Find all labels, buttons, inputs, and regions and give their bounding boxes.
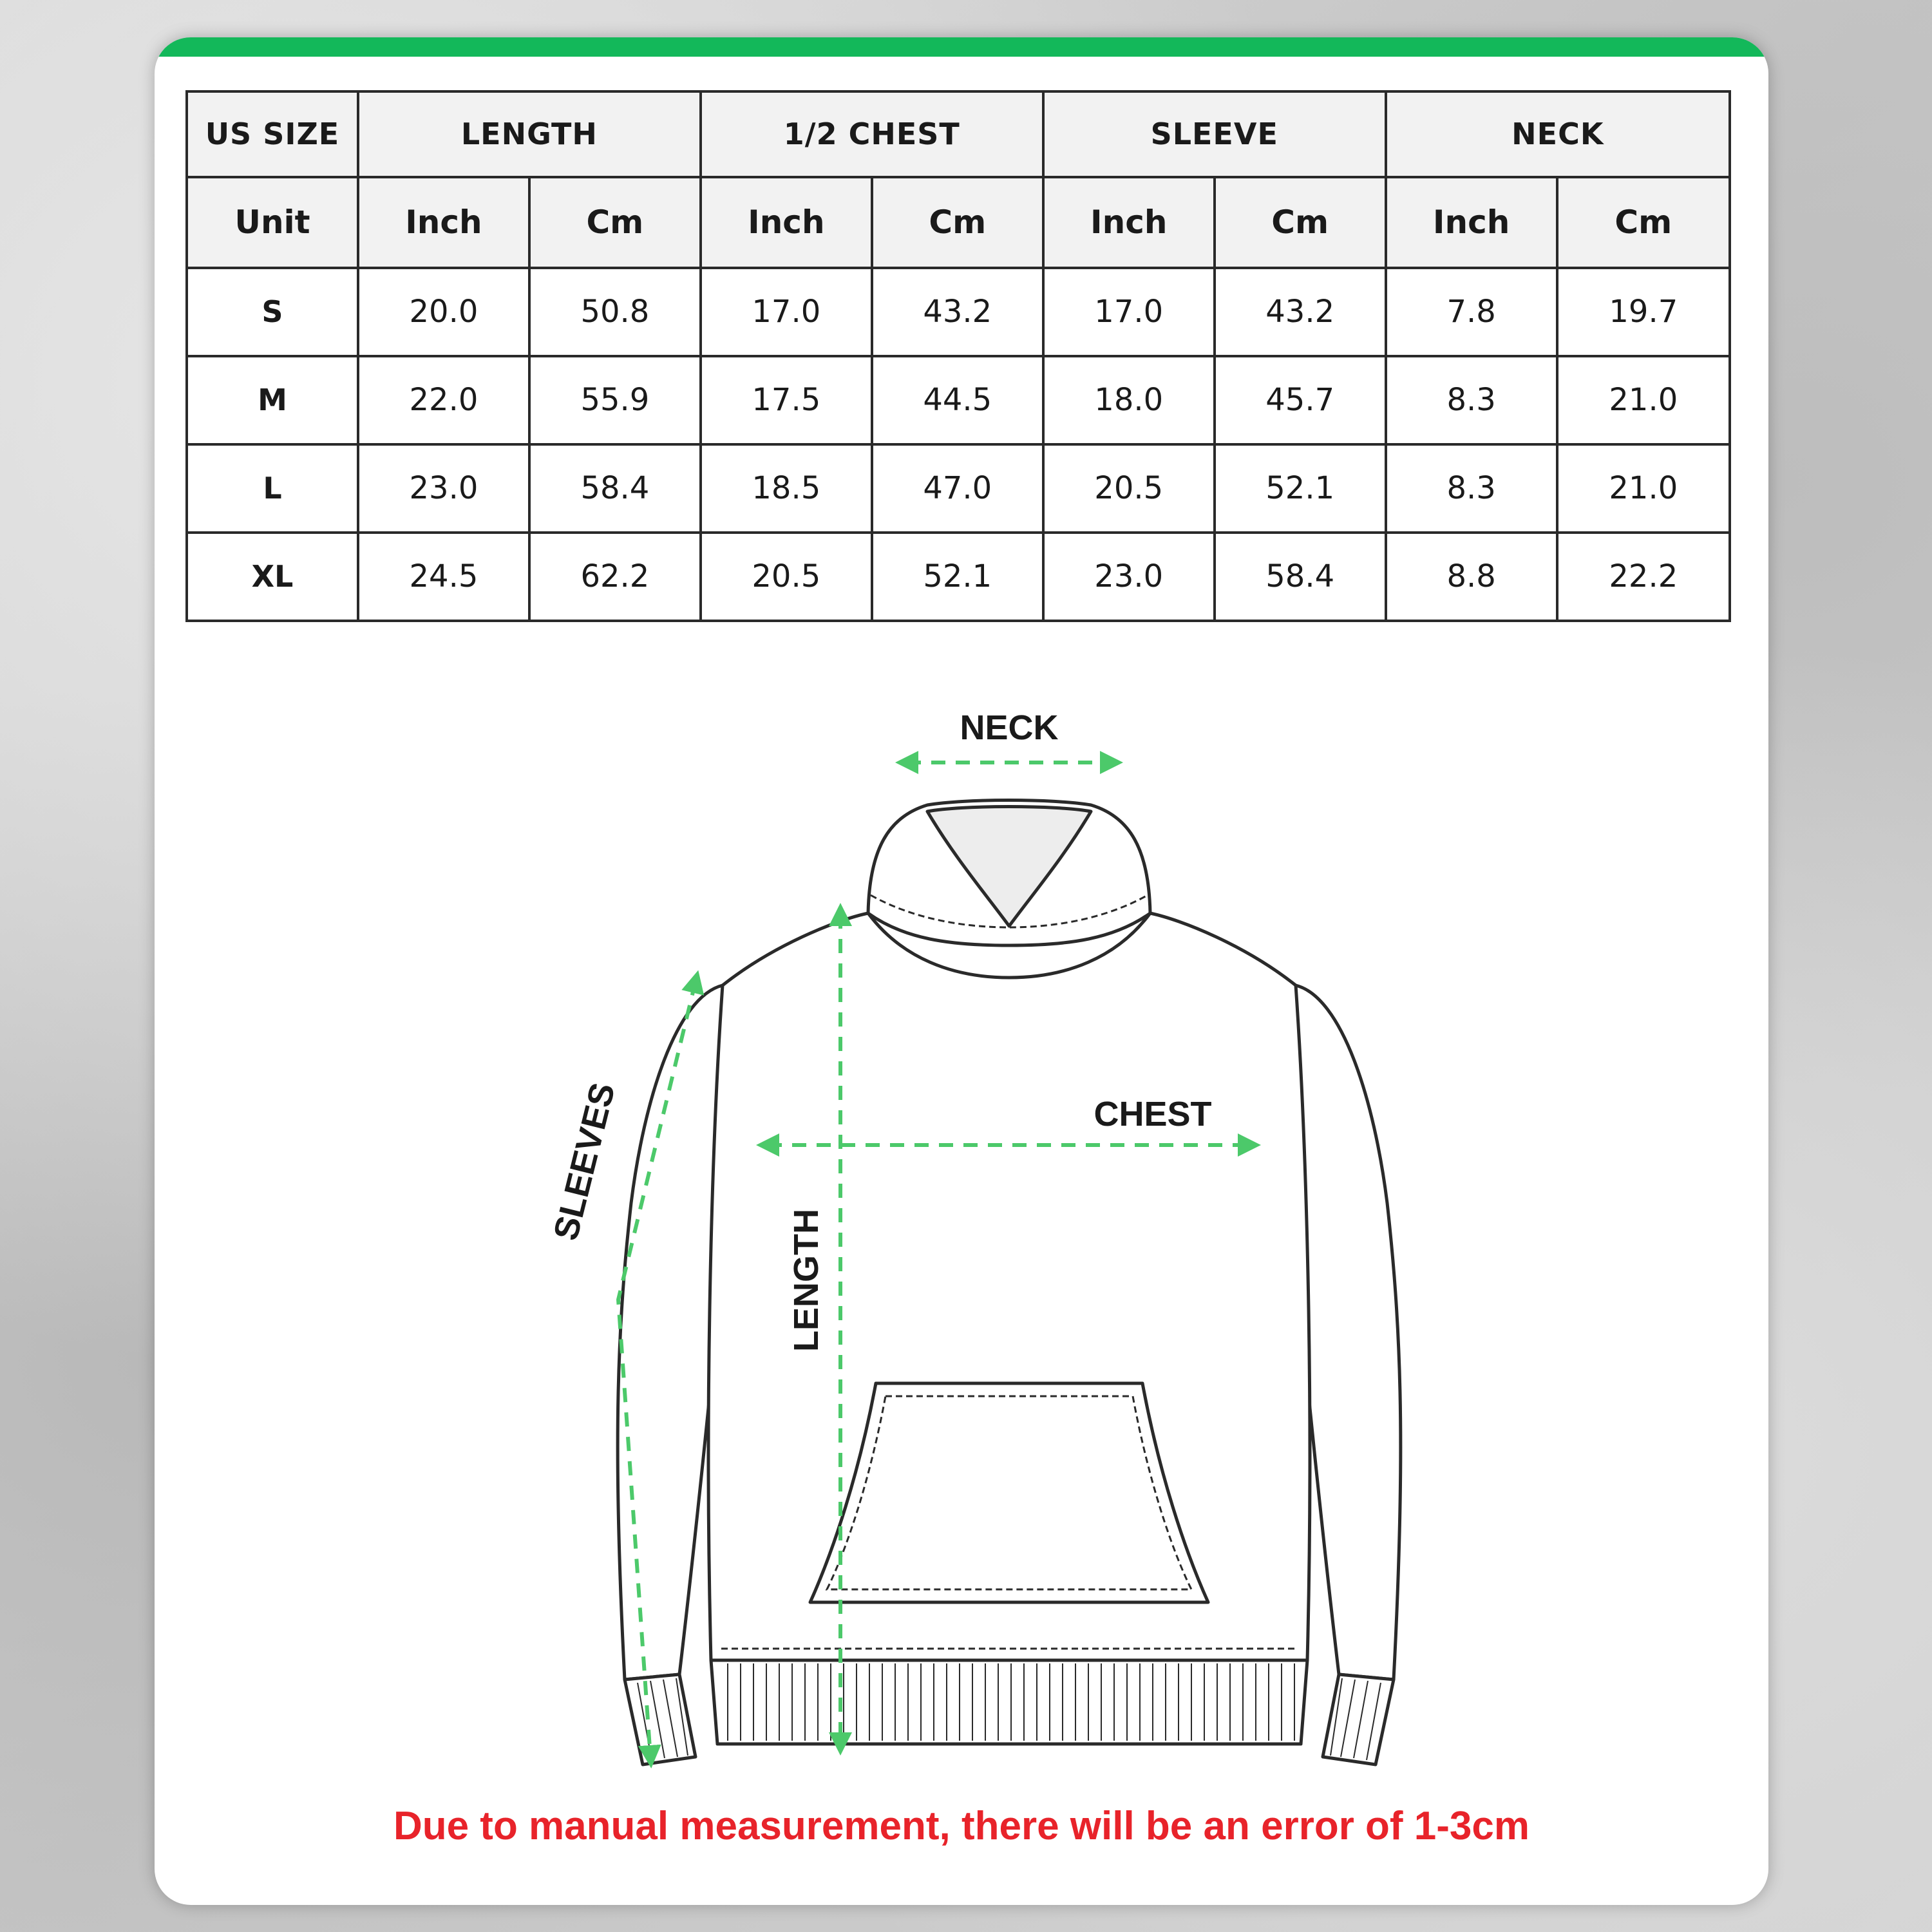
value-cell: 20.5	[701, 533, 872, 621]
value-cell: 43.2	[872, 268, 1043, 356]
hoodie-measurement-diagram	[155, 636, 1768, 1783]
table-row	[187, 356, 1730, 444]
value-cell: 8.8	[1386, 533, 1557, 621]
value-cell: 8.3	[1386, 444, 1557, 533]
header-sleeve: SLEEVE	[1043, 91, 1386, 177]
header-us-size: US SIZE	[187, 91, 358, 177]
value-cell: 20.5	[1043, 444, 1215, 533]
value-cell: 47.0	[872, 444, 1043, 533]
neck-label: NECK	[960, 708, 1059, 747]
chest-label: CHEST	[1094, 1095, 1212, 1133]
header-row	[187, 91, 1730, 177]
value-cell: 17.0	[1043, 268, 1215, 356]
unit-cell: Cm	[1557, 177, 1730, 268]
value-cell: 19.7	[1557, 268, 1730, 356]
size-cell: L	[187, 444, 358, 533]
value-cell: 52.1	[1215, 444, 1386, 533]
kangaroo-pocket	[810, 1383, 1208, 1602]
value-cell: 23.0	[1043, 533, 1215, 621]
measurement-disclaimer: Due to manual measurement, there will be an error of 1-3cm	[393, 1804, 1530, 1848]
accent-bar	[155, 37, 1768, 57]
header-neck: NECK	[1386, 91, 1730, 177]
value-cell: 17.5	[701, 356, 872, 444]
right-cuff	[1323, 1674, 1394, 1765]
value-cell: 52.1	[872, 533, 1043, 621]
value-cell: 50.8	[529, 268, 701, 356]
value-cell: 17.0	[701, 268, 872, 356]
header-length: LENGTH	[358, 91, 701, 177]
right-sleeve	[1296, 985, 1401, 1680]
left-cuff	[625, 1674, 696, 1765]
value-cell: 58.4	[529, 444, 701, 533]
unit-cell: Cm	[529, 177, 701, 268]
hoodie-outline	[618, 800, 1401, 1765]
value-cell: 7.8	[1386, 268, 1557, 356]
value-cell: 55.9	[529, 356, 701, 444]
sleeves-label: SLEEVES	[546, 1079, 623, 1244]
unit-cell: Cm	[1215, 177, 1386, 268]
table-row	[187, 268, 1730, 356]
unit-cell: Inch	[1043, 177, 1215, 268]
unit-cell: Cm	[872, 177, 1043, 268]
value-cell: 21.0	[1557, 444, 1730, 533]
value-cell: 18.0	[1043, 356, 1215, 444]
table-row	[187, 444, 1730, 533]
unit-cell: Inch	[358, 177, 529, 268]
size-cell: XL	[187, 533, 358, 621]
table-row	[187, 533, 1730, 621]
waistband	[711, 1660, 1307, 1744]
size-table	[185, 90, 1731, 622]
value-cell: 22.0	[358, 356, 529, 444]
size-cell: M	[187, 356, 358, 444]
value-cell: 58.4	[1215, 533, 1386, 621]
value-cell: 20.0	[358, 268, 529, 356]
value-cell: 22.2	[1557, 533, 1730, 621]
value-cell: 21.0	[1557, 356, 1730, 444]
value-cell: 62.2	[529, 533, 701, 621]
value-cell: 44.5	[872, 356, 1043, 444]
size-chart-card	[155, 37, 1768, 1905]
value-cell: 23.0	[358, 444, 529, 533]
value-cell: 24.5	[358, 533, 529, 621]
unit-cell: Inch	[1386, 177, 1557, 268]
length-label: LENGTH	[787, 1209, 826, 1352]
value-cell: 45.7	[1215, 356, 1386, 444]
value-cell: 43.2	[1215, 268, 1386, 356]
unit-cell: Inch	[701, 177, 872, 268]
unit-row	[187, 177, 1730, 268]
header-half-chest: 1/2 CHEST	[701, 91, 1043, 177]
unit-label: Unit	[187, 177, 358, 268]
value-cell: 8.3	[1386, 356, 1557, 444]
value-cell: 18.5	[701, 444, 872, 533]
size-cell: S	[187, 268, 358, 356]
